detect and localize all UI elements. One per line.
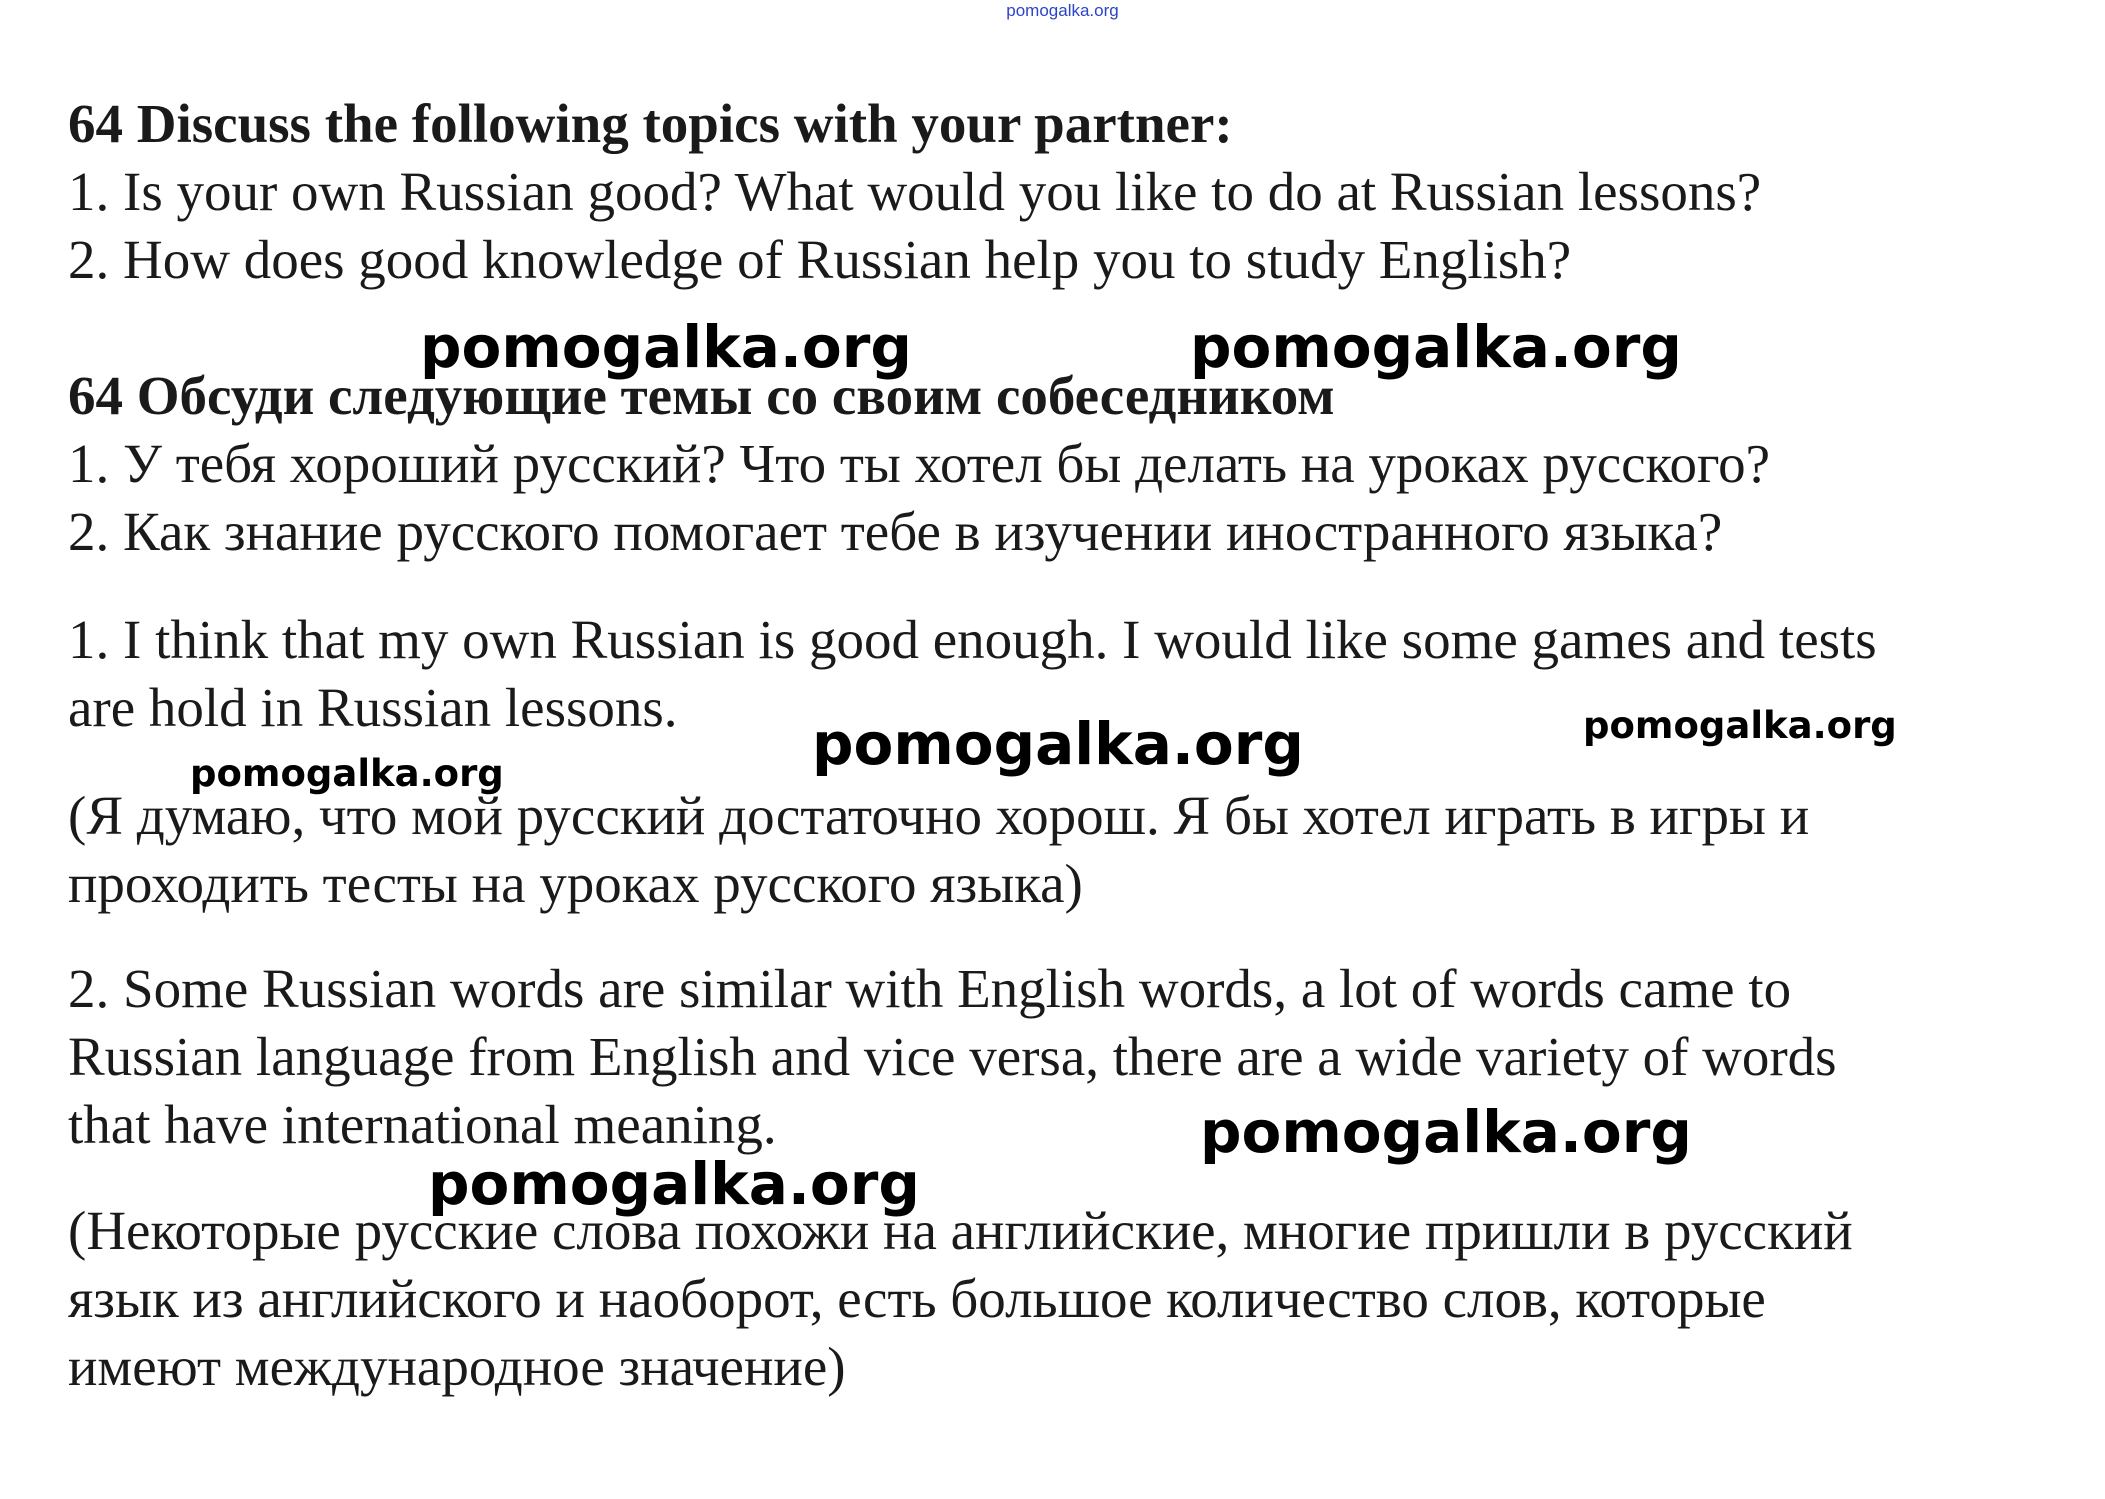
- task-question-2-ru: 2. Как знание русского помогает тебе в изучении иностранного языка?: [68, 501, 1723, 562]
- task-question-2-en: 2. How does good knowledge of Russian help you to study English?: [68, 229, 1572, 290]
- answer-2-ru-line-3: имеют международное значение): [68, 1336, 846, 1397]
- answer-2-en-line-1: 2. Some Russian words are similar with English words, a lot of words came to: [68, 958, 1792, 1019]
- answer-2-en-line-3: that have international meaning.: [68, 1094, 777, 1155]
- watermark-text: pomogalka.org: [1190, 313, 1682, 381]
- answer-1-ru-line-2: проходить тесты на уроках русского языка): [68, 853, 1083, 914]
- answer-2-ru-line-2: язык из английского и наоборот, есть большое количество слов, которые: [68, 1268, 1766, 1329]
- watermark-text: pomogalka.org: [428, 1150, 920, 1218]
- task-heading-en: 64 Discuss the following topics with your partner:: [68, 93, 1233, 154]
- watermark-text: pomogalka.org: [420, 313, 912, 381]
- task-question-1-ru: 1. У тебя хороший русский? Что ты хотел бы делать на уроках русского?: [68, 433, 1771, 494]
- watermark-text: pomogalka.org: [190, 752, 504, 795]
- answer-1-en-line-1: 1. I think that my own Russian is good enough. I would like some games and tests: [68, 609, 1877, 670]
- answer-2-en-line-2: Russian language from English and vice versa, there are a wide variety of words: [68, 1026, 1837, 1087]
- answer-1-ru-line-1: (Я думаю, что мой русский достаточно хорош. Я бы хотел играть в игры и: [68, 785, 1810, 846]
- watermark-text: pomogalka.org: [812, 710, 1304, 778]
- answer-2-ru-line-1: (Некоторые русские слова похожи на английские, многие пришли в русский: [68, 1200, 1853, 1261]
- watermark-text: pomogalka.org: [1200, 1098, 1692, 1166]
- answer-1-en-line-2: are hold in Russian lessons.: [68, 677, 678, 738]
- task-heading-ru: 64 Обсуди следующие темы со своим собеседником: [68, 365, 1335, 426]
- task-question-1-en: 1. Is your own Russian good? What would you like to do at Russian lessons?: [68, 161, 1762, 222]
- site-header-link[interactable]: pomogalka.org: [1006, 1, 1119, 20]
- watermark-text: pomogalka.org: [1583, 704, 1897, 747]
